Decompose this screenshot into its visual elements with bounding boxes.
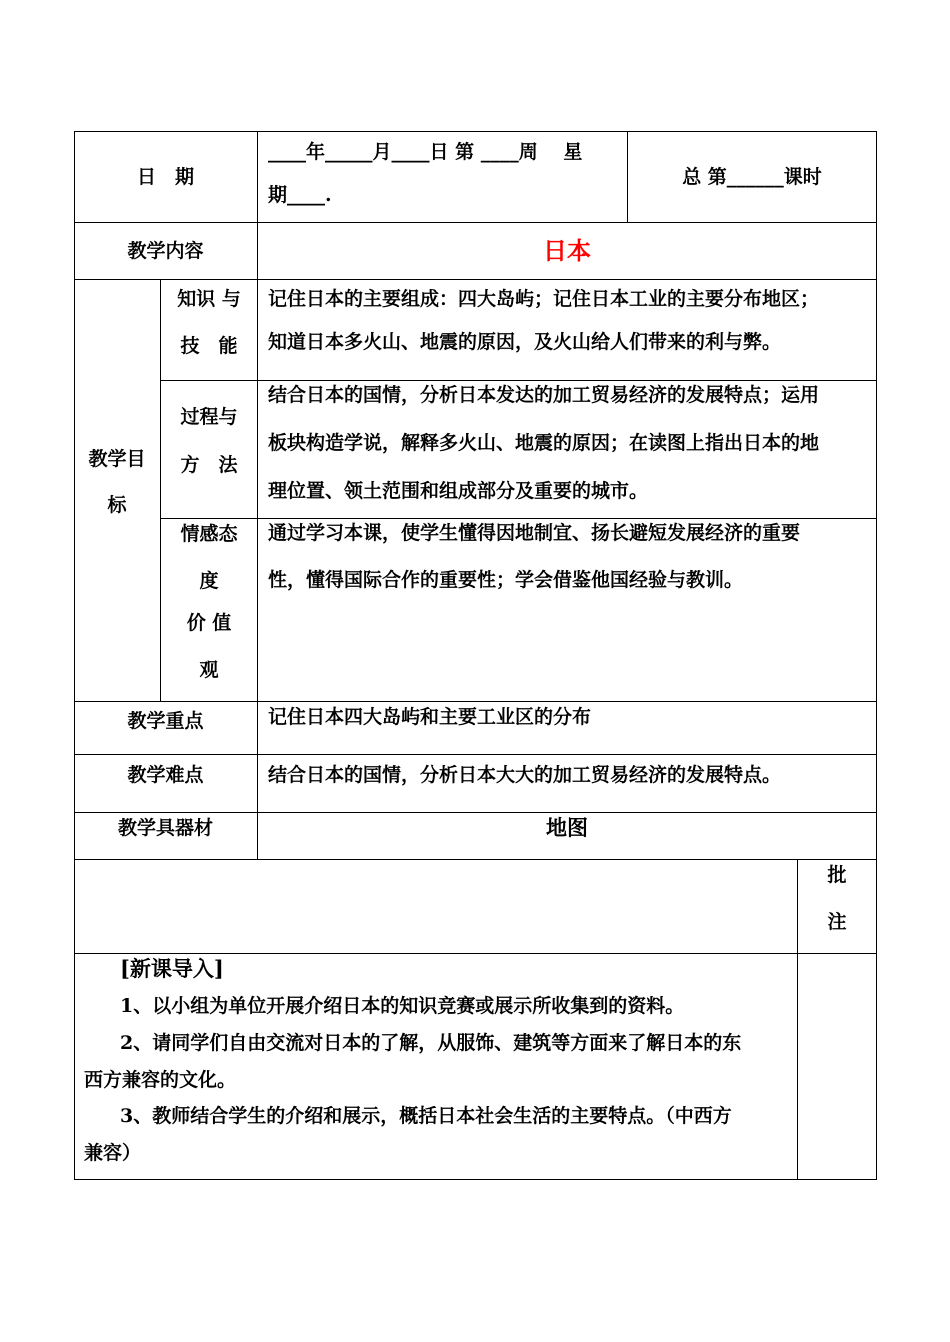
emotion-label-line4: 观 <box>199 659 219 681</box>
difficulty-label: 教学难点 <box>127 764 204 786</box>
table-border-left <box>74 131 75 1180</box>
date-fill-line2[interactable]: 期____. <box>268 184 332 206</box>
date-label: 日 期 <box>136 166 194 188</box>
key-point-label: 教学重点 <box>127 710 204 732</box>
total-lesson-field[interactable]: 总 第______课时 <box>682 166 822 188</box>
process-text-line1: 结合日本的国情，分析日本发达的加工贸易经济的发展特点；运用 <box>268 384 820 406</box>
table-border-right <box>876 131 877 1180</box>
objectives-label-line1: 教学目 <box>88 448 146 470</box>
emotion-label-line1: 情感态 <box>180 523 238 545</box>
emotion-label-line2: 度 <box>199 570 219 592</box>
row-divider <box>74 859 877 860</box>
emotion-text-line2: 性，懂得国际合作的重要性；学会借鉴他国经验与教训。 <box>268 569 744 591</box>
lesson-title: 日本 <box>543 236 591 265</box>
lesson-item-3-line2: 兼容） <box>84 1142 142 1164</box>
equipment-text: 地图 <box>546 815 588 840</box>
remarks-label-line2: 注 <box>827 911 847 933</box>
knowledge-text-line1: 记住日本的主要组成：四大岛屿；记住日本工业的主要分布地区； <box>268 288 820 310</box>
key-point-text: 记住日本四大岛屿和主要工业区的分布 <box>268 706 592 728</box>
content-label: 教学内容 <box>127 240 204 262</box>
process-text-line2: 板块构造学说，解释多火山、地震的原因；在读图上指出日本的地 <box>268 432 820 454</box>
knowledge-label-line1: 知识 与 <box>177 288 241 310</box>
lesson-item-2-line2: 西方兼容的文化。 <box>84 1069 237 1091</box>
objectives-label-line2: 标 <box>107 494 127 516</box>
process-text-line3: 理位置、领土范围和组成部分及重要的城市。 <box>268 480 649 502</box>
process-label-line2: 方 法 <box>180 454 238 476</box>
lesson-item-1: 1、以小组为单位开展介绍日本的知识竞赛或展示所收集到的资料。 <box>120 995 685 1017</box>
knowledge-label-line2: 技 能 <box>180 335 238 357</box>
date-fill-line1[interactable]: ____年_____月____日 第 ____周 星 <box>268 141 583 163</box>
lesson-item-3-line1: 3、教师结合学生的介绍和展示，概括日本社会生活的主要特点。（中西方 <box>120 1105 732 1127</box>
remarks-label-line1: 批 <box>827 864 847 886</box>
knowledge-text-line2: 知道日本多火山、地震的原因，及火山给人们带来的利与弊。 <box>268 331 782 353</box>
table-border-bottom <box>74 1179 877 1180</box>
lesson-plan-table <box>74 131 877 1180</box>
emotion-text-line1: 通过学习本课，使学生懂得因地制宜、扬长避短发展经济的重要 <box>268 522 801 544</box>
equipment-label: 教学具器材 <box>117 817 213 839</box>
difficulty-text: 结合日本的国情，分析日本大大的加工贸易经济的发展特点。 <box>268 764 782 786</box>
lesson-item-2-line1: 2、请同学们自由交流对日本的了解，从服饰、建筑等方面来了解日本的东 <box>120 1032 742 1054</box>
row-divider <box>74 222 877 223</box>
emotion-label-line3: 价 值 <box>186 612 232 634</box>
process-label-line1: 过程与 <box>180 406 238 428</box>
lesson-heading: [新课导入] <box>120 956 224 981</box>
